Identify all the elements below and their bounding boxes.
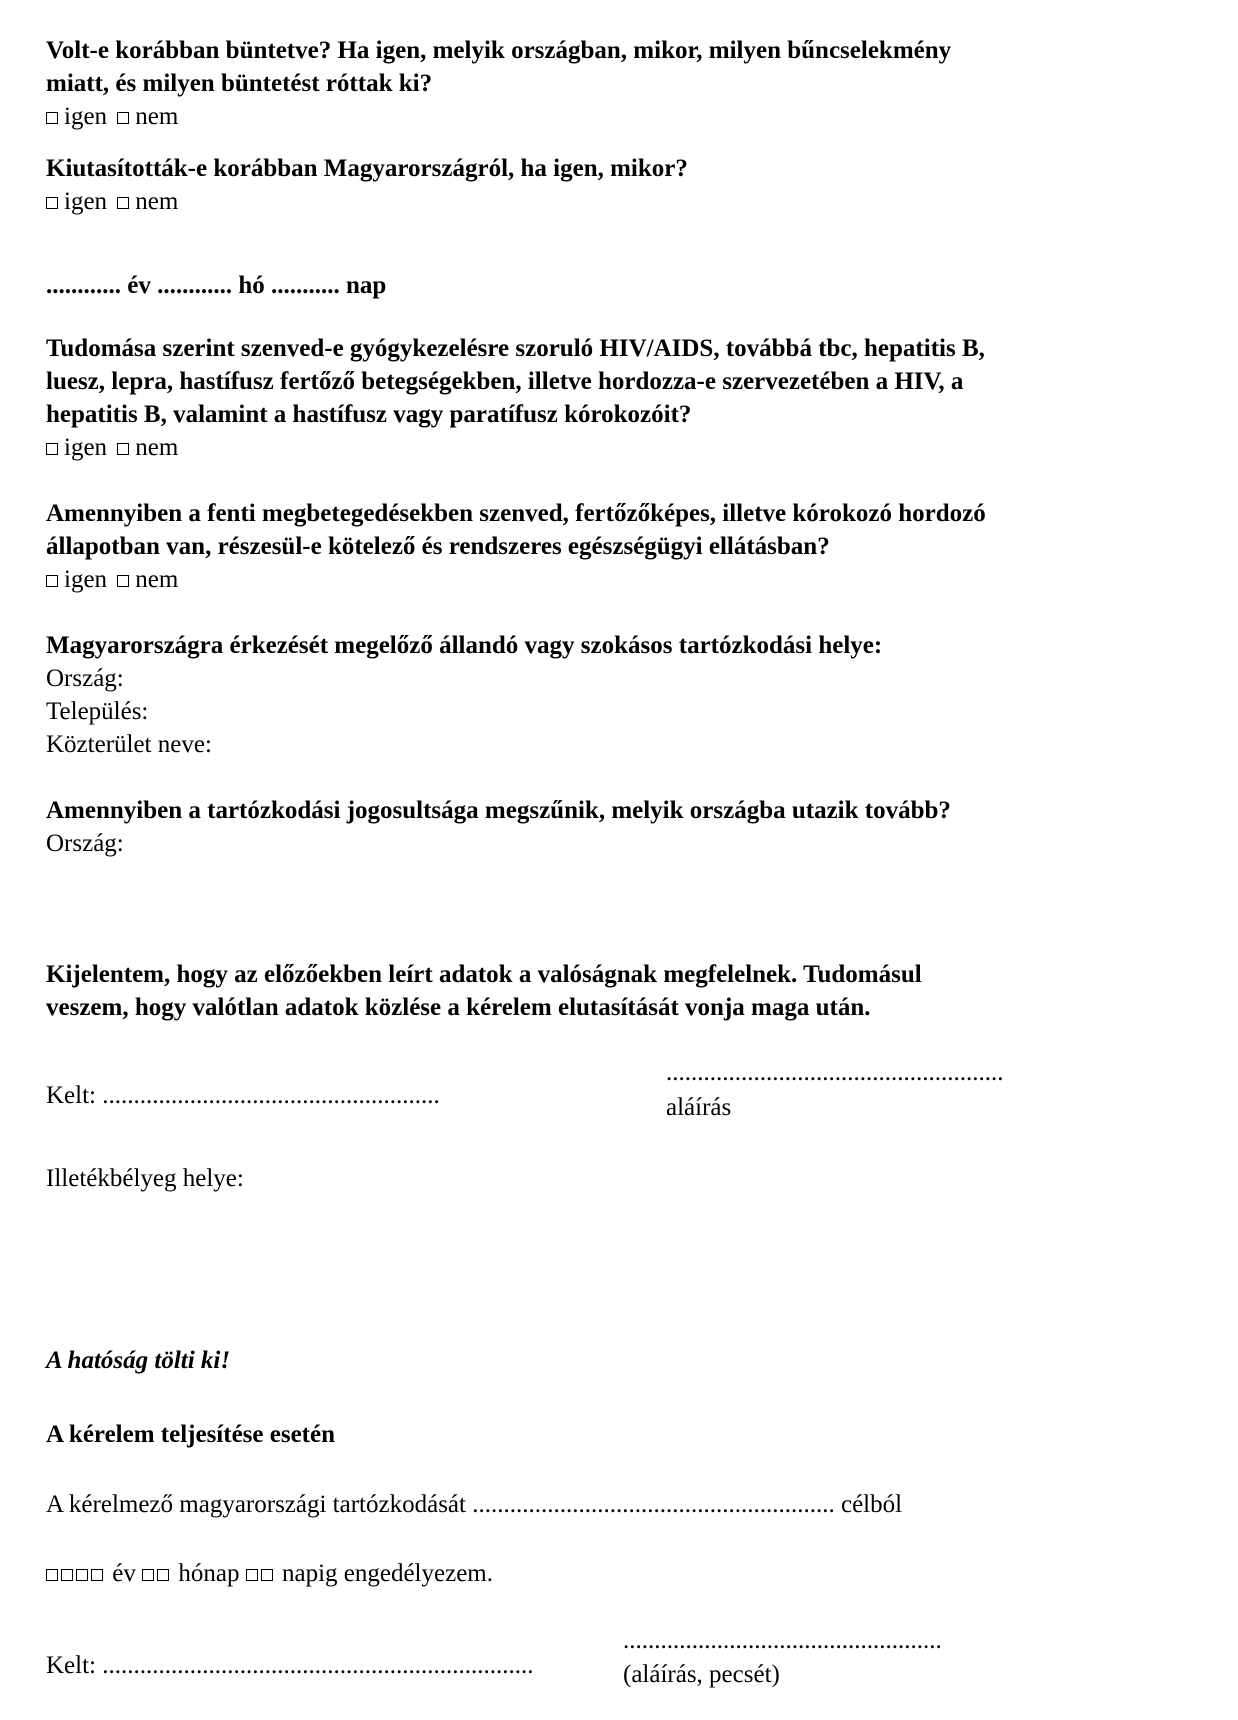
prior-residence-section bbox=[46, 629, 882, 761]
treatment-question-line2: állapotban van, részesül-e kötelező és rendszeres egészségügyi ellátásban? bbox=[46, 533, 830, 560]
day-label: napig engedélyezem. bbox=[281, 1560, 493, 1587]
day-digit-box[interactable] bbox=[246, 1569, 258, 1581]
declaration-line2: veszem, hogy valótlan adatok közlése a kérelem elutasítását vonja maga után. bbox=[46, 994, 871, 1021]
prior-conviction-options bbox=[46, 100, 951, 133]
stay-line-start: A kérelmező magyarországi tartózkodását bbox=[46, 1491, 466, 1518]
yes-label: igen bbox=[64, 434, 108, 461]
stay-purpose-line bbox=[46, 1488, 902, 1521]
treatment-section bbox=[46, 497, 986, 596]
disease-question-line3: hepatitis B, valamint a hastífusz vagy paratífusz kórokozóit? bbox=[46, 401, 692, 428]
declaration-line1: Kijelentem, hogy az előzőekben leírt adatok a valóságnak megfelelnek. Tudomásul bbox=[46, 961, 922, 988]
no-label: nem bbox=[135, 103, 179, 130]
stay-line-end: célból bbox=[840, 1491, 903, 1518]
disease-question-line1: Tudomása szerint szenved-e gyógykezelésre szoruló HIV/AIDS, továbbá tbc, hepatitis B, bbox=[46, 335, 985, 362]
year-digit-box[interactable] bbox=[46, 1569, 58, 1581]
authority-signature-label: (aláírás, pecsét) bbox=[623, 1661, 780, 1688]
year-digit-box[interactable] bbox=[61, 1569, 73, 1581]
yes-label: igen bbox=[64, 188, 108, 215]
country-field[interactable]: Ország: bbox=[46, 665, 124, 692]
settlement-field[interactable]: Település: bbox=[46, 698, 149, 725]
authority-subheading: A kérelem teljesítése esetén bbox=[46, 1421, 335, 1448]
no-checkbox[interactable] bbox=[117, 575, 129, 587]
treatment-question-line1: Amennyiben a fenti megbetegedésekben szenved, fertőzőképes, illetve kórokozó hordozó bbox=[46, 500, 986, 527]
yes-label: igen bbox=[64, 103, 108, 130]
yes-checkbox[interactable] bbox=[46, 197, 58, 209]
treatment-options bbox=[46, 563, 986, 596]
no-checkbox[interactable] bbox=[117, 112, 129, 124]
month-digit-box[interactable] bbox=[157, 1569, 169, 1581]
prior-residence-question: Magyarországra érkezését megelőző állandó vagy szokásos tartózkodási helye: bbox=[46, 632, 883, 659]
month-label: hónap bbox=[178, 1560, 240, 1587]
month-digit-box[interactable] bbox=[142, 1569, 154, 1581]
declaration-section bbox=[46, 958, 922, 1024]
no-checkbox[interactable] bbox=[117, 197, 129, 209]
year-digit-box[interactable] bbox=[91, 1569, 103, 1581]
street-field[interactable]: Közterület neve: bbox=[46, 731, 212, 758]
expulsion-options bbox=[46, 185, 688, 218]
prior-conviction-question-line2: miatt, és milyen büntetést róttak ki? bbox=[46, 70, 433, 97]
year-digit-box[interactable] bbox=[76, 1569, 88, 1581]
expulsion-question: Kiutasították-e korábban Magyarországról, ha igen, mikor? bbox=[46, 155, 688, 182]
no-label: nem bbox=[135, 188, 179, 215]
no-label: nem bbox=[135, 566, 179, 593]
yes-label: igen bbox=[64, 566, 108, 593]
yes-checkbox[interactable] bbox=[46, 443, 58, 455]
day-digit-box[interactable] bbox=[261, 1569, 273, 1581]
signature-label: aláírás bbox=[666, 1094, 732, 1121]
no-checkbox[interactable] bbox=[117, 443, 129, 455]
applicant-signature-line[interactable]: ...................................................... bbox=[666, 1059, 1004, 1086]
expulsion-section bbox=[46, 152, 688, 218]
onward-travel-section bbox=[46, 794, 951, 860]
stamp-place-label: Illetékbélyeg helye: bbox=[46, 1165, 244, 1192]
onward-country-field[interactable]: Ország: bbox=[46, 830, 124, 857]
no-label: nem bbox=[135, 434, 179, 461]
period-line bbox=[46, 1557, 493, 1590]
prior-conviction-section bbox=[46, 34, 951, 133]
year-label: év bbox=[112, 1560, 136, 1587]
disease-section bbox=[46, 332, 985, 464]
authority-date-field[interactable]: Kelt: ..................................................................... bbox=[46, 1652, 534, 1679]
disease-options bbox=[46, 431, 985, 464]
prior-conviction-question-line1: Volt-e korábban büntetve? Ha igen, melyik országban, mikor, milyen bűncselekmény bbox=[46, 37, 952, 64]
applicant-date-field[interactable]: Kelt: ...................................................... bbox=[46, 1082, 440, 1109]
yes-checkbox[interactable] bbox=[46, 112, 58, 124]
authority-heading: A hatóság tölti ki! bbox=[46, 1347, 231, 1374]
yes-checkbox[interactable] bbox=[46, 575, 58, 587]
expulsion-date-line[interactable]: ............ év ............ hó ........... nap bbox=[46, 272, 387, 299]
stay-purpose-field[interactable]: .......................................................... bbox=[472, 1491, 835, 1518]
authority-signature-line[interactable]: ................................................... bbox=[623, 1627, 942, 1654]
disease-question-line2: luesz, lepra, hastífusz fertőző betegségekben, illetve hordozza-e szervezetében a HIV, a bbox=[46, 368, 964, 395]
onward-travel-question: Amennyiben a tartózkodási jogosultsága megszűnik, melyik országba utazik tovább? bbox=[46, 797, 951, 824]
